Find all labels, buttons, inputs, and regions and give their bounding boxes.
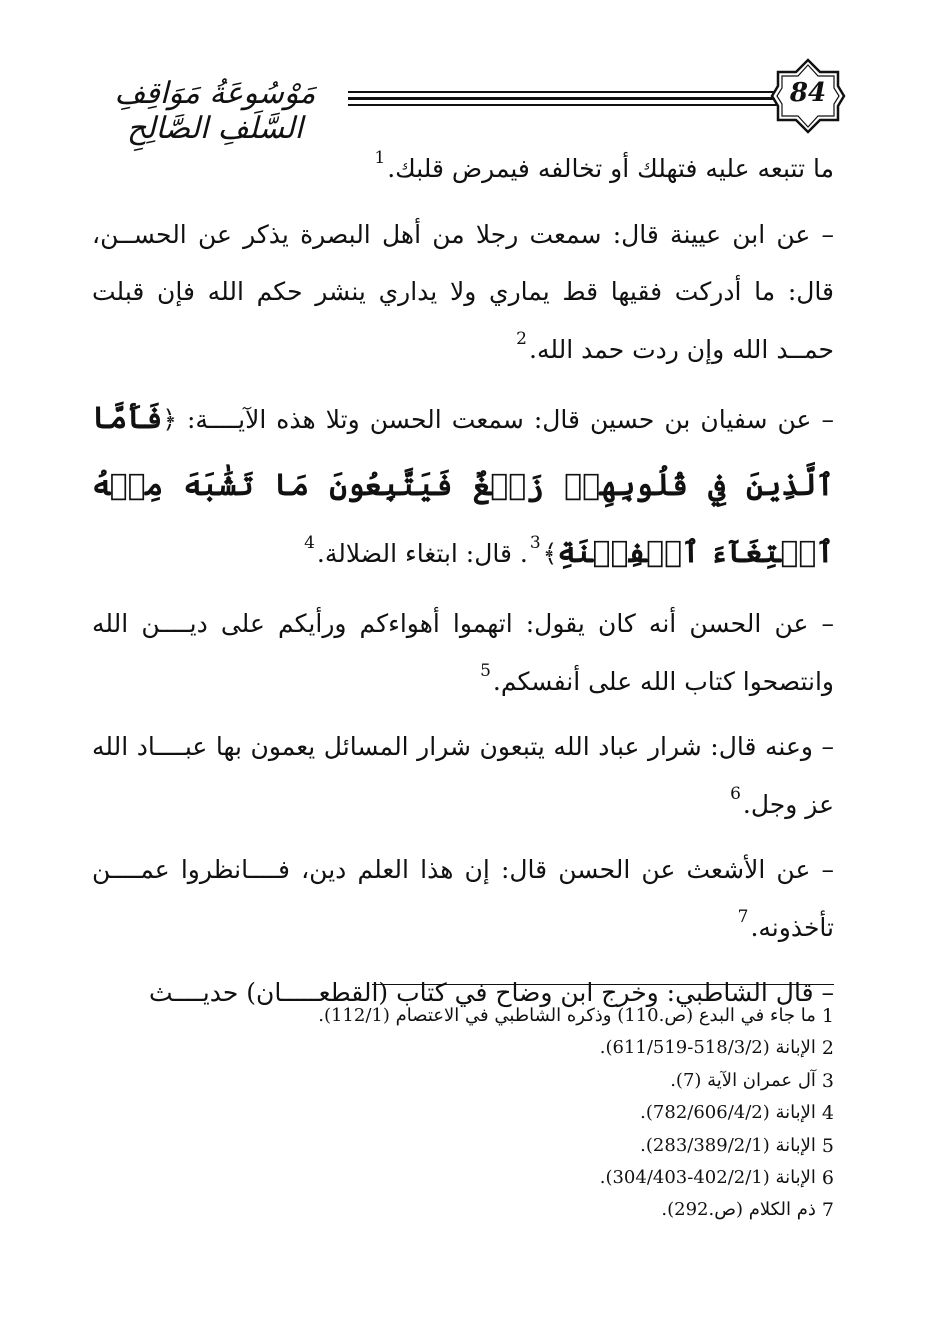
paragraph-text: – عن الأشعث عن الحسن قال: إن هذا العلم دين، فــــانظروا عمــــن تأخذونه. [92, 855, 834, 942]
footnote-ref: 7 [737, 906, 749, 927]
footnote-number: 4 [821, 1102, 834, 1125]
footnote-text: الإبانة (518/3/2-611/519). [599, 1037, 816, 1059]
paragraph-text: – قال الشاطبي: وخرج ابن وضاح في كتاب (القطعـــــان) حديــــث [148, 978, 834, 1007]
main-text [92, 140, 834, 1030]
paragraph [92, 595, 834, 710]
paragraph [92, 386, 834, 587]
footnote-ref: 3 [529, 533, 541, 553]
footnote-number: 6 [821, 1167, 834, 1190]
header-rule [348, 91, 788, 93]
footnote-text: الإبانة (283/389/2/1). [640, 1134, 816, 1156]
footnote-number: 3 [821, 1069, 834, 1092]
paragraph-text: ما تتبعه عليه فتهلك أو تخالفه فيمرض قلبك. [387, 154, 834, 183]
footnote-ref: 4 [304, 533, 315, 553]
footnote-number: 2 [821, 1037, 834, 1060]
footnote-text: ذم الكلام (ص.292). [661, 1199, 816, 1221]
header-rule [348, 97, 788, 100]
quran-verse: فَأَمَّا ٱلَّذِينَ فِي قُلُوبِهِمۡ زَيۡغٌ فَيَتَّبِعُونَ مَا تَشَٰبَهَ مِنۡهُ ٱبۡتِغَآءَ ٱلۡفِتۡنَةِ [92, 401, 834, 570]
quran-bracket: ﴾ [542, 539, 558, 568]
footnote [300, 1097, 834, 1129]
footnote-number: 7 [821, 1199, 834, 1222]
footnote [300, 1130, 834, 1162]
footnote-number: 5 [821, 1134, 834, 1157]
footnote-text: الإبانة (402/2/1-304/403). [599, 1167, 816, 1189]
page-number-badge [770, 58, 846, 134]
footnote-number: 1 [821, 1005, 834, 1027]
page-number: 84 [789, 78, 827, 108]
paragraph [92, 841, 834, 956]
footnote-ref: 6 [730, 783, 741, 804]
paragraph-text: . قال: ابتغاء الضلالة. [316, 539, 528, 568]
footnote [300, 1194, 834, 1226]
paragraph-text: – وعنه قال: شرار عباد الله يتبعون شرار المسائل يعمون بها عبــــاد الله عز وجل. [92, 732, 834, 819]
series-title: مَوْسُوعَةُ مَوَاقِفِ السَّلَفِ الصَّالِحِ [114, 76, 316, 146]
footnote-ref: 2 [516, 328, 527, 349]
paragraph [92, 718, 834, 833]
paragraph [92, 140, 834, 198]
paragraph-text: – عن ابن عيينة قال: سمعت رجلا من أهل البصرة يذكر عن الحســن، قال: ما أدركت فقيها قط يماري ولا يداري ينشر حكم الله فإن قبلت حمــد الله وإن ردت حمد الله. [92, 219, 834, 364]
footnotes [300, 1000, 834, 1227]
footnote-ref: 5 [480, 660, 491, 681]
footnote-separator [372, 984, 834, 985]
footnote [300, 1162, 834, 1194]
paragraph-text: – عن سفيان بن حسين قال: سمعت الحسن وتلا هذه الآيــــة: ﴿ [162, 405, 834, 434]
page-header [80, 58, 850, 146]
footnote-ref: 1 [374, 148, 386, 168]
footnote [300, 1032, 834, 1064]
footnote-text: آل عمران الآية (7). [670, 1069, 816, 1091]
footnote-text: الإبانة (782/606/4/2). [640, 1102, 816, 1124]
header-rule [348, 104, 788, 106]
paragraph-text: – عن الحسن أنه كان يقول: اتهموا أهواءكم ورأيكم على ديــــن الله وانتصحوا كتاب الله على أنفسكم. [92, 609, 834, 696]
footnote [300, 1000, 834, 1032]
footnote [300, 1065, 834, 1097]
footnote-text: ما جاء في البدع (ص.110) وذكره الشاطبي في الاعتصام (112/1). [318, 1005, 816, 1026]
paragraph [92, 206, 834, 379]
